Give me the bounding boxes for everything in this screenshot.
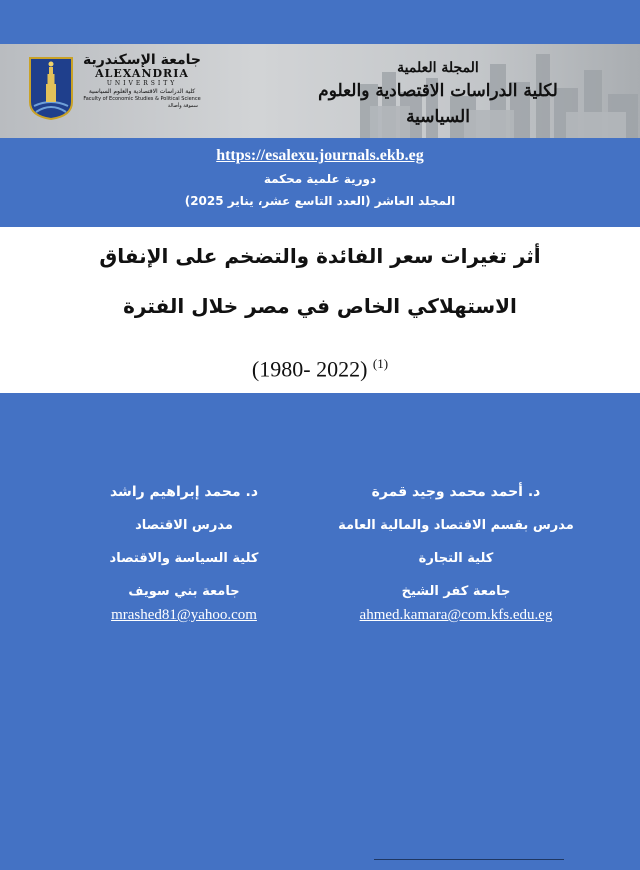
university-logo-emblem xyxy=(28,56,74,120)
author-position: مدرس الاقتصاد xyxy=(135,518,233,533)
journal-title-line2: لكلية الدراسات الاقتصادية والعلوم السياسية xyxy=(318,81,558,127)
author-university: جامعة بني سويف xyxy=(128,584,240,599)
article-period xyxy=(0,349,640,384)
journal-title xyxy=(288,58,588,130)
article-period-years: (1980- 2022) xyxy=(251,356,368,382)
journal-url-link[interactable]: https://esalexu.journals.ekb.eg xyxy=(216,147,424,164)
author-faculty: كلية التجارة xyxy=(418,551,494,566)
footnote-separator xyxy=(374,859,564,860)
logo-faculty-english: Faculty of Economic Studies & Political Science xyxy=(83,96,201,102)
author-card-1 xyxy=(306,480,606,625)
journal-issue: المجلد العاشر (العدد التاسع عشر، يناير 2025) xyxy=(184,194,456,208)
footnote-ref[interactable]: (1) xyxy=(372,356,389,371)
article-title-band xyxy=(0,227,640,393)
author-email-link[interactable]: ahmed.kamara@com.kfs.edu.eg xyxy=(359,607,553,623)
author-faculty: كلية السياسة والاقتصاد xyxy=(109,551,259,566)
logo-english-sub: UNIVERSITY xyxy=(106,80,178,87)
author-name: د. أحمد محمد وجيد قمرة xyxy=(371,484,541,500)
journal-type: دورية علمية محكمة xyxy=(263,172,377,186)
article-title-line1: أثر تغيرات سعر الفائدة والتضخم على الإنفاق xyxy=(99,244,541,268)
journal-title-line1: المجلة العلمية xyxy=(397,60,479,76)
article-title-line2: الاستهلاكي الخاص في مصر خلال الفترة xyxy=(123,294,517,318)
author-email-link[interactable]: mrashed81@yahoo.com xyxy=(111,607,257,623)
logo-arabic-name: جامعة الإسكندرية xyxy=(82,52,202,68)
logo-faculty-arabic: كلية الدراسات الاقتصادية والعلوم السياسية xyxy=(88,88,196,95)
author-name: د. محمد إبراهيم راشد xyxy=(109,484,259,500)
university-logo-text xyxy=(82,52,202,110)
author-position: مدرس بقسم الاقتصاد والمالية العامة xyxy=(338,518,574,533)
logo-english-name: ALEXANDRIA xyxy=(95,67,189,80)
journal-info xyxy=(0,144,640,212)
author-card-2 xyxy=(34,480,334,625)
author-university: جامعة كفر الشيخ xyxy=(401,584,511,599)
logo-tagline: سموقة وأصالة xyxy=(167,103,198,109)
journal-header-banner xyxy=(0,44,640,138)
